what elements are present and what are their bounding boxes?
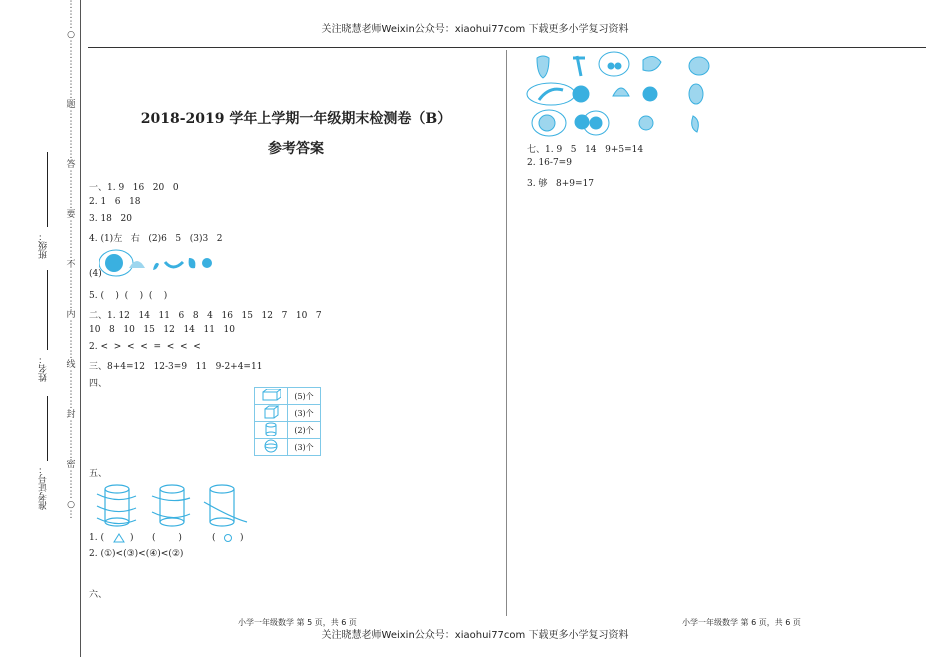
answer-line-2: 2. 1 6 18	[89, 197, 141, 207]
pumpkin-icon	[689, 57, 709, 75]
answer-line-12b: )	[130, 533, 134, 543]
cylinder-icon	[160, 485, 184, 493]
radish-icon	[537, 56, 549, 78]
page-title: 2018-2019 学年上学期一年级期末检测卷（B）	[140, 111, 452, 127]
banana-icon	[165, 262, 183, 267]
name-label: 姓名：	[39, 355, 49, 382]
pineapple-icon	[689, 84, 703, 104]
cabbage-icon	[643, 56, 661, 71]
cylinder-icon	[210, 485, 234, 493]
header-rule	[88, 47, 926, 48]
carrot-icon	[573, 56, 585, 76]
answer-line-7: 10 8 10 15 12 14 11 10	[89, 325, 235, 335]
answer-line-10: 四、	[89, 379, 108, 389]
sphere-icon	[255, 439, 288, 456]
seal-char: 密	[66, 460, 76, 470]
apple-icon	[590, 117, 602, 129]
answer-line-1: 一、1. 9 16 20 0	[89, 183, 179, 193]
seal-char: 线	[66, 360, 76, 370]
answer-line-8: 2. < > < < = < < <	[89, 342, 201, 352]
triangle-icon	[113, 533, 125, 543]
answer-line-12c: ( )	[152, 533, 182, 543]
seal-char: 不	[66, 260, 76, 270]
wrapped-cylinders-figure	[92, 482, 262, 530]
pear-icon	[153, 263, 159, 270]
shape-count-cell: (3)个	[288, 439, 321, 456]
banana-icon	[539, 89, 563, 100]
bun-icon	[129, 261, 145, 268]
peach-icon	[575, 115, 589, 129]
footer-page-left: 小学一年级数学 第 5 页，共 6 页	[238, 618, 357, 627]
page-divider	[506, 50, 507, 616]
watermelon-icon	[105, 254, 123, 272]
binding-line	[80, 0, 81, 657]
answer-line-r2: 2. 16-7=9	[527, 158, 572, 168]
bun-icon	[613, 88, 629, 96]
page-subtitle: 参考答案	[268, 141, 324, 157]
mango-icon	[189, 258, 196, 268]
shape-count-cell: (2)个	[288, 422, 321, 439]
shape-count-cell: (5)个	[288, 388, 321, 405]
footer-page-right: 小学一年级数学 第 6 页，共 6 页	[682, 618, 801, 627]
puppy-icon	[539, 115, 555, 131]
footer-banner: 关注晓慧老师Weixin公众号：xiaohui77com 下载更多小学复习资料	[321, 630, 629, 641]
vegetable-fruit-grid	[525, 50, 725, 140]
circle-highlight-icon	[527, 83, 575, 105]
seal-dots: ⋮ ⋮ ⋮ ○ ⋮ ⋮ ⋮ ⋮ ⋮ ⋮ 题 ⋮ ⋮ ⋮ ⋮ ⋮ 答 ⋮ ⋮ ⋮ ⋮ 要 ⋮ ⋮ ⋮ ⋮ 不 ⋮ ⋮ ⋮ ⋮ 内 ⋮ ⋮ ⋮ ⋮ 线 ⋮ ⋮ ⋮ ⋮ 封 ⋮ ⋮ ⋮ ⋮ 密 ⋮ ⋮ ⋮ ○ ⋮	[66, 0, 76, 520]
seal-char: 题	[66, 100, 76, 110]
answer-line-4: 4. (1)左 右 (2)6 5 (3)3 2	[89, 234, 223, 244]
answer-line-6: 二、1. 12 14 11 6 8 4 16 15 12 7 10 7	[89, 311, 322, 321]
answer-line-13: 2. (①)<(③)<(④)<(②)	[89, 549, 184, 559]
exam-number-label: 准考证号：	[39, 465, 49, 510]
answer-line-9: 三、8+4=12 12-3=9 11 9-2+4=11	[89, 362, 263, 372]
class-blank[interactable]	[47, 152, 48, 227]
header-banner: 关注晓慧老师Weixin公众号：xiaohui77com 下载更多小学复习资料	[321, 24, 629, 35]
seal-char: 要	[66, 210, 76, 220]
answer-line-r3: 3. 够 8+9=17	[527, 179, 595, 189]
grapes-icon	[573, 86, 589, 102]
shape-count-table	[254, 387, 321, 456]
answer-line-12e: )	[240, 533, 244, 543]
cherry-icon	[608, 63, 614, 69]
circle-icon	[223, 533, 233, 543]
answer-line-r1: 七、1. 9 5 14 9+5=14	[527, 145, 644, 155]
seal-char: 内	[66, 310, 76, 320]
answer-line-11: 五、	[89, 469, 108, 479]
answer-line-12d: (	[212, 533, 216, 543]
answer-line-5: 5. ( ) ( ) ( )	[89, 291, 168, 301]
cylinder-icon	[255, 422, 288, 439]
answer-line-14: 六、	[89, 590, 108, 600]
apple-icon	[643, 87, 657, 101]
bird-icon	[692, 116, 699, 132]
chick-icon	[639, 116, 653, 130]
class-label: 班级：	[39, 232, 49, 259]
seal-char: 答	[66, 160, 76, 170]
fruit-icons-row	[99, 248, 219, 278]
name-blank[interactable]	[47, 270, 48, 350]
answer-line-3: 3. 18 20	[89, 214, 132, 224]
cube-icon	[255, 405, 288, 422]
rectangle-prism-icon	[255, 388, 288, 405]
shape-count-cell: (3)个	[288, 405, 321, 422]
strawberry-icon	[202, 258, 212, 268]
circle-highlight-icon	[599, 52, 629, 76]
answer-line-4b: (4)	[89, 269, 102, 279]
cylinder-icon	[105, 485, 129, 493]
exam-number-blank[interactable]	[47, 396, 48, 461]
answer-line-12a: 1. (	[89, 533, 104, 543]
seal-char: 封	[66, 410, 76, 420]
